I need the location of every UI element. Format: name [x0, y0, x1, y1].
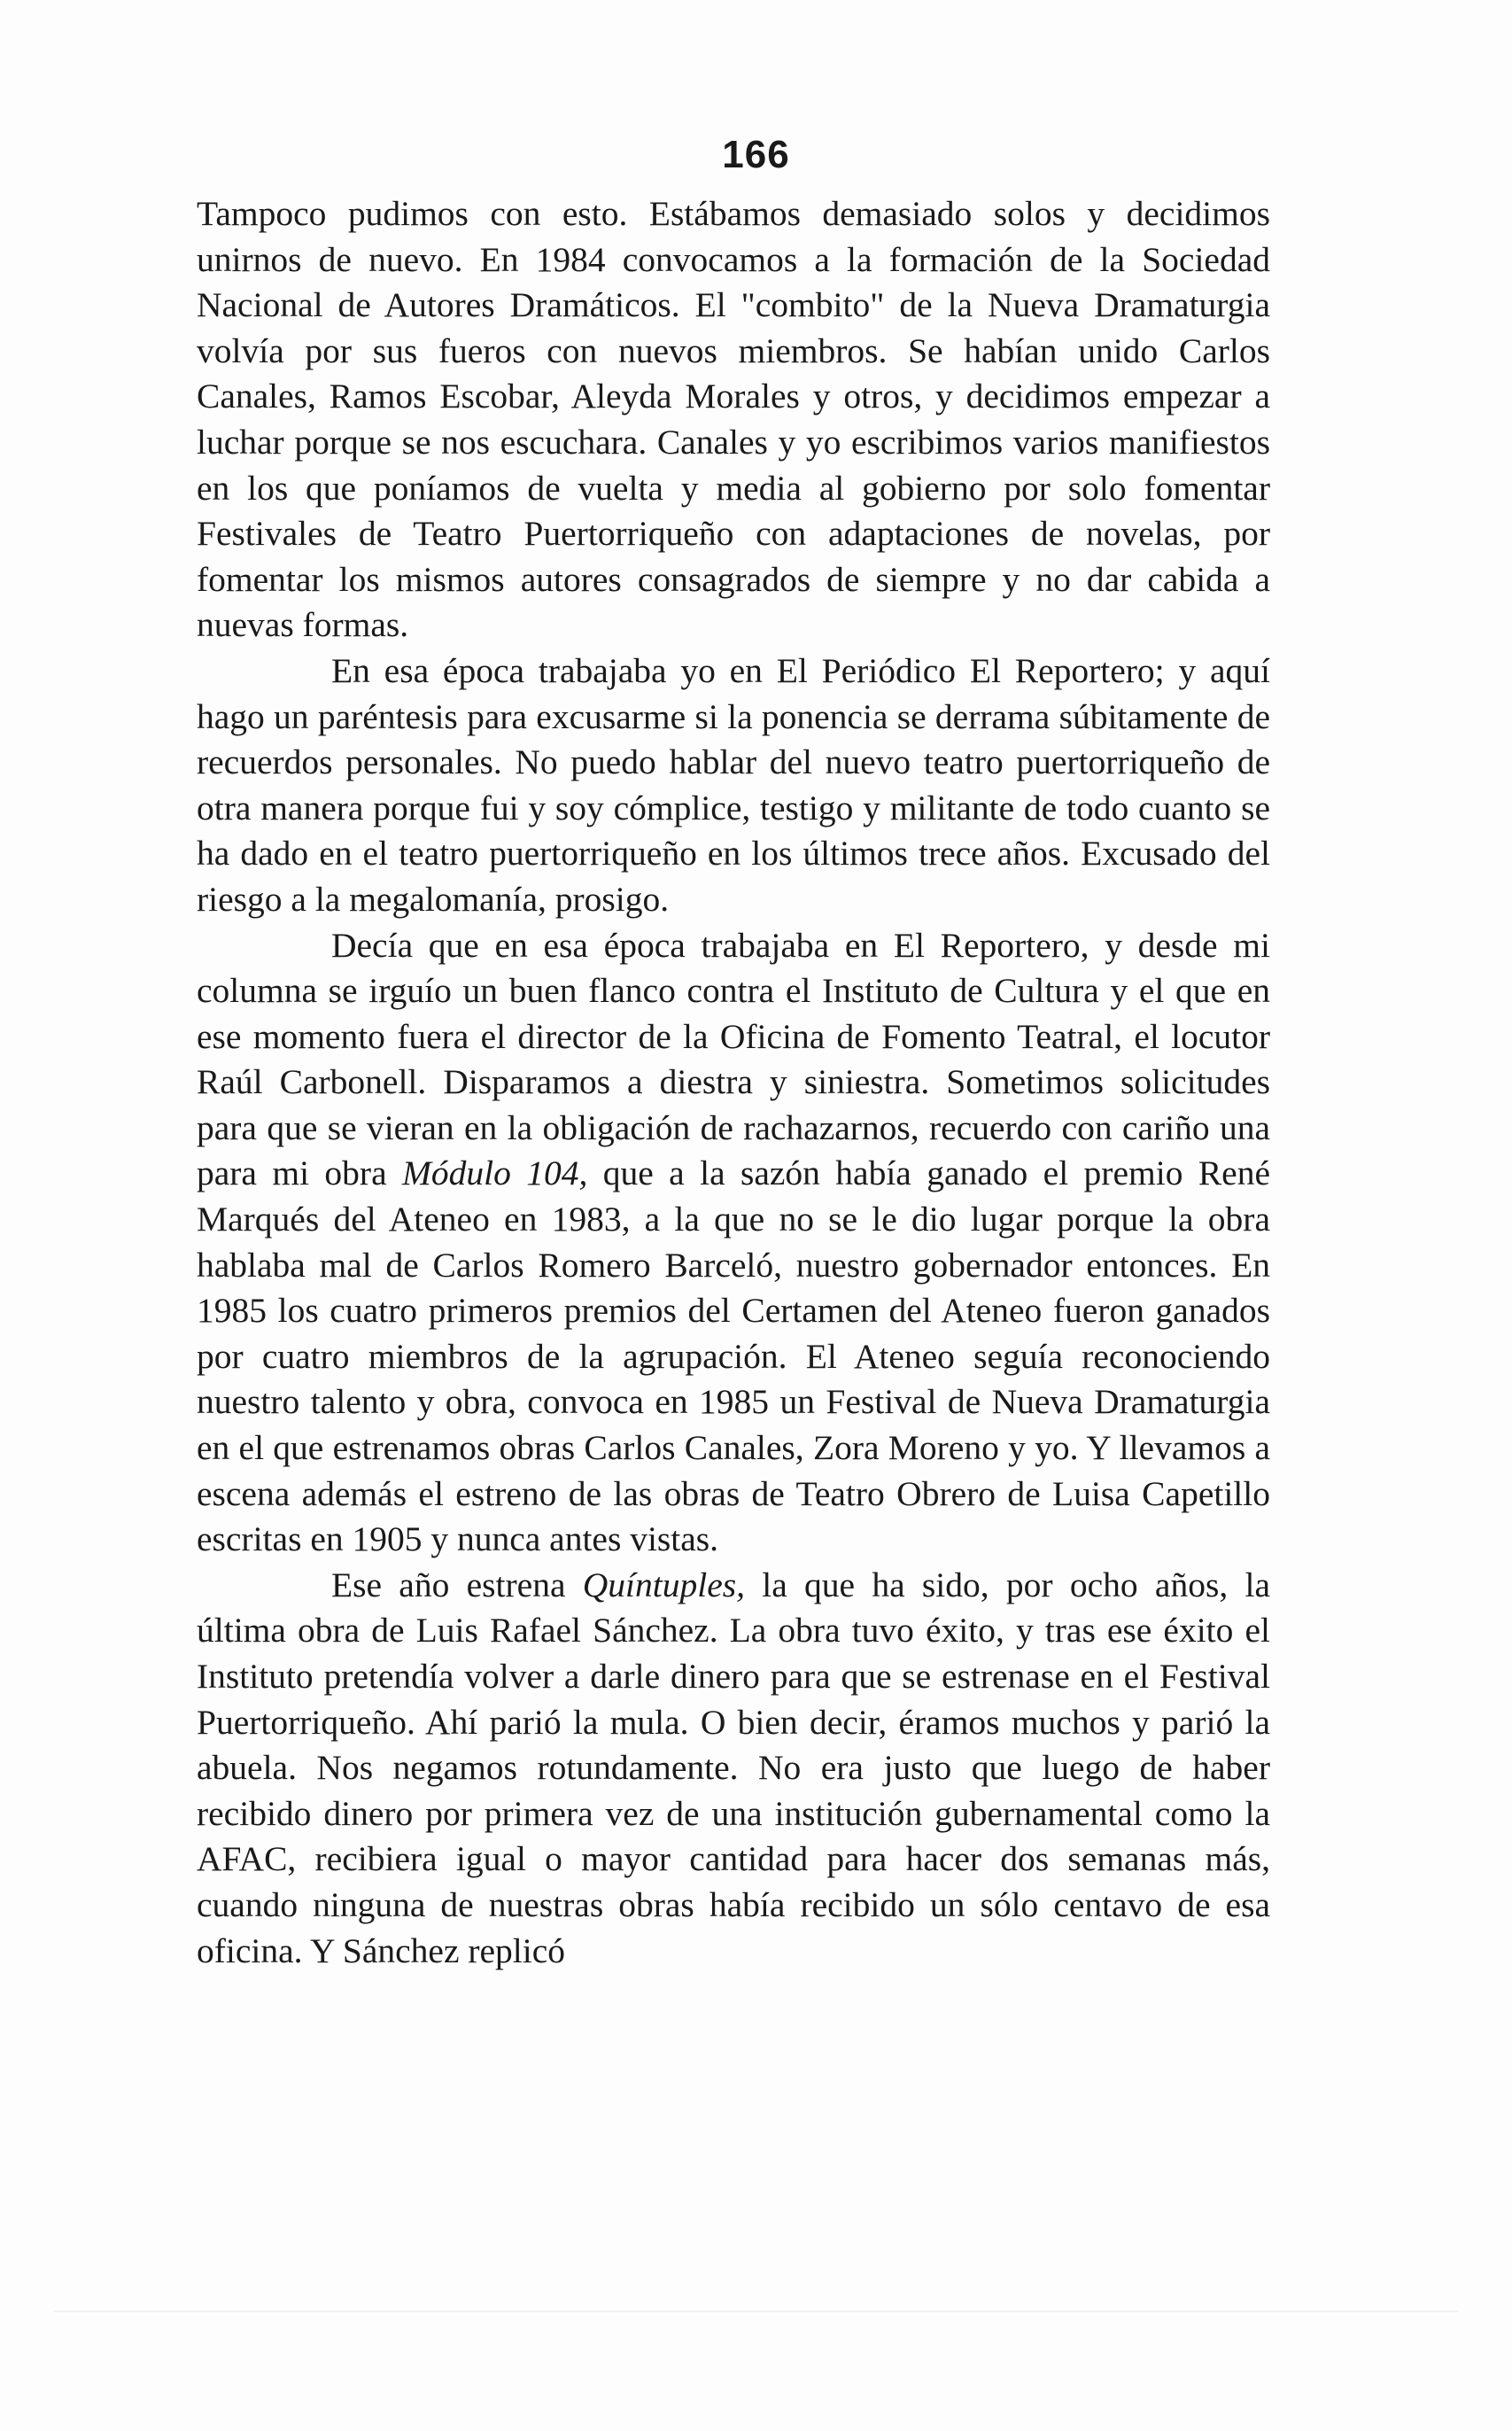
paragraph-3-text-b: que a la sazón había ganado el premio René Marqués del Ateneo en 1983, a la que no se le dio lugar porque la obra hablaba mal de Carlos Romero Barceló, nuestro gobernador entonces. En 1985 los cuatro primeros premios del Certamen del Ateneo fueron ganados por cuatro miembros de la agrupación. El Ateneo seguía reconociendo nuestro talento y obra, convoca en 1985 un Festival de Nueva Dramaturgia en el que estrenamos obras Carlos Canales, Zora Moreno y yo. Y llevamos a escena además el estreno de las obras de Teatro Obrero de Luisa Capetillo escritas en 1905 y nunca antes vistas.	[197, 1153, 1270, 1559]
paragraph-3-text-a: Decía que en esa época trabajaba en El Reportero, y desde mi columna se irguío un buen flanco contra el Instituto de Cultura y el que en ese momento fuera el director de la Oficina de Fomento Teatral, el locutor Raúl Carbonell. Disparamos a diestra y siniestra. Sometimos solicitudes para que se vieran en la obligación de rachazarnos, recuerdo con cariño una para mi obra	[197, 925, 1270, 1193]
paragraph-2-text: En esa época trabajaba yo en El Periódico El Reportero; y aquí hago un paréntesis para excusarme si la ponencia se derrama súbitamente de recuerdos personales. No puedo hablar del nuevo teatro puertorriqueño de otra manera porque fui y soy cómplice, testigo y militante de todo cuanto se ha dado en el teatro puertorriqueño en los últimos trece años. Excusado del riesgo a la megalomanía, prosigo.	[197, 650, 1270, 919]
paragraph-1	[197, 191, 1270, 649]
body-text	[197, 191, 1270, 1974]
scan-edge-line	[53, 2311, 1459, 2312]
play-title-quintuples: Quíntuples,	[582, 1565, 745, 1604]
paragraph-2	[197, 649, 1270, 923]
paragraph-4-text-b: la que ha sido, por ocho años, la última obra de Luis Rafael Sánchez. La obra tuvo éxito, y tras ese éxito el Instituto pretendía volver a darle dinero para que se estrenase en el Festival Puertorriqueño. Ahí parió la mula. O bien decir, éramos muchos y parió la abuela. Nos negamos rotundamente. No era justo que luego de haber recibido dinero por primera vez de una institución gubernamental como la AFAC, recibiera igual o mayor cantidad para hacer dos semanas más, cuando ninguna de nuestras obras había recibido un sólo centavo de esa oficina. Y Sánchez replicó	[197, 1565, 1270, 1970]
paragraph-4-text-a: Ese año estrena	[331, 1565, 583, 1604]
paragraph-3	[197, 923, 1270, 1563]
paragraph-1-text: Tampoco pudimos con esto. Estábamos demasiado solos y decidimos unirnos de nuevo. En 1984 convocamos a la formación de la Sociedad Nacional de Autores Dramáticos. El "combito" de la Nueva Dramaturgia volvía por sus fueros con nuevos miembros. Se habían unido Carlos Canales, Ramos Escobar, Aleyda Morales y otros, y decidimos empezar a luchar porque se nos escuchara. Canales y yo escribimos varios manifiestos en los que poníamos de vuelta y media al gobierno por solo fomentar Festivales de Teatro Puertorriqueño con adaptaciones de novelas, por fomentar los mismos autores consagrados de siempre y no dar cabida a nuevas formas.	[197, 194, 1270, 645]
page-number: 166	[722, 133, 790, 176]
play-title-modulo-104: Módulo 104,	[402, 1153, 588, 1193]
paragraph-4	[197, 1563, 1270, 1974]
